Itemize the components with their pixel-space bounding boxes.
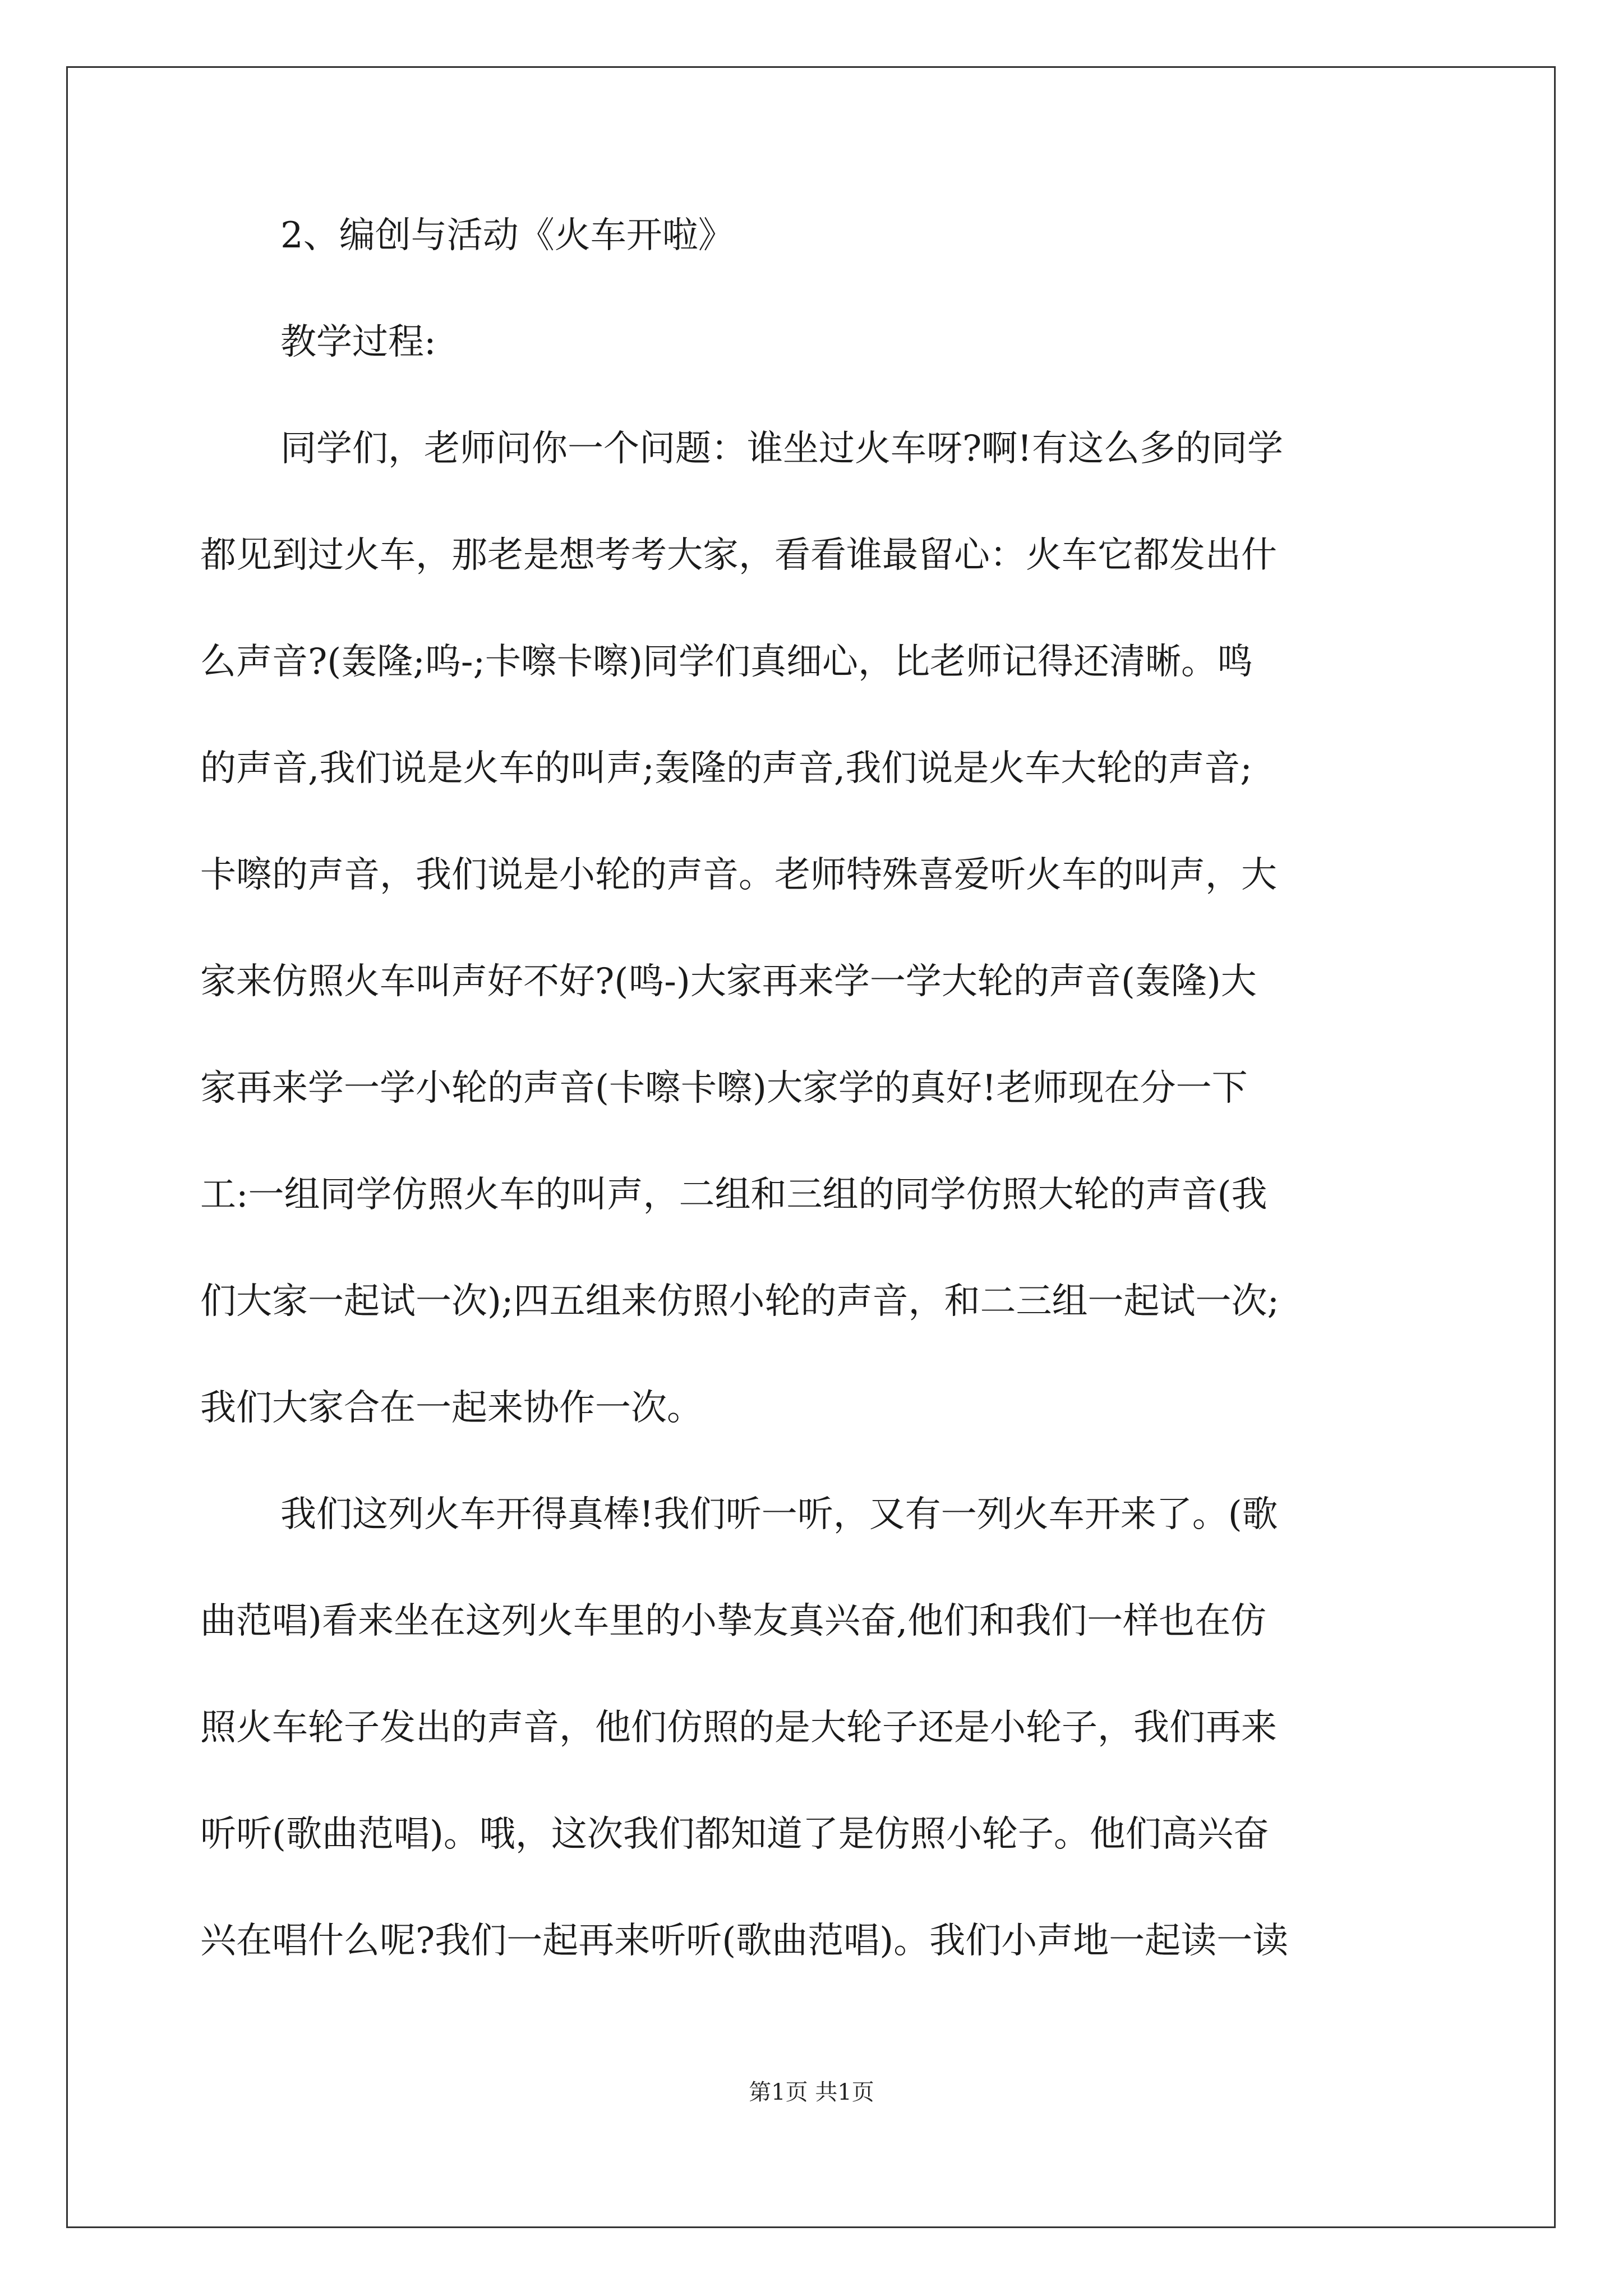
paragraph-line: 我们这列火车开得真棒!我们听一听，又有一列火车开来了。(歌: [280, 1494, 1278, 1535]
paragraph-line: 兴在唱什么呢?我们一起再来听听(歌曲范唱)。我们小声地一起读一读: [200, 1920, 1289, 1962]
paragraph-line: 家再来学一学小轮的声音(卡嚓卡嚓)大家学的真好!老师现在分一下: [200, 1068, 1248, 1109]
paragraph-line: 卡嚓的声音，我们说是小轮的声音。老师特殊喜爱听火车的叫声，大: [200, 854, 1277, 896]
subheading-teaching-process: 教学过程:: [280, 321, 436, 363]
page-number-footer: 第1页 共1页: [749, 2079, 874, 2105]
paragraph-line: 家来仿照火车叫声好不好?(鸣-)大家再来学一学大轮的声音(轰隆)大: [200, 961, 1257, 1002]
paragraph-line: 曲范唱)看来坐在这列火车里的小挚友真兴奋,他们和我们一样也在仿: [200, 1600, 1267, 1642]
paragraph-line: 同学们，老师问你一个问题：谁坐过火车呀?啊!有这么多的同学: [280, 428, 1284, 470]
paragraph-line: 照火车轮子发出的声音，他们仿照的是大轮子还是小轮子，我们再来: [200, 1707, 1277, 1749]
paragraph-line: 我们大家合在一起来协作一次。: [200, 1387, 703, 1429]
paragraph-line: 都见到过火车，那老是想考考大家，看看谁最留心：火车它都发出什: [200, 535, 1277, 576]
paragraph-line: 的声音,我们说是火车的叫声;轰隆的声音,我们说是火车大轮的声音;: [200, 748, 1252, 789]
paragraph-line: 么声音?(轰隆;呜-;卡嚓卡嚓)同学们真细心，比老师记得还清晰。鸣: [200, 641, 1253, 683]
paragraph-line: 们大家一起试一次);四五组来仿照小轮的声音，和二三组一起试一次;: [200, 1281, 1280, 1322]
section-heading: 2、编创与活动《火车开啦》: [280, 215, 734, 256]
paragraph-line: 工:一组同学仿照火车的叫声，二组和三组的同学仿照大轮的声音(我: [200, 1174, 1267, 1216]
paragraph-line: 听听(歌曲范唱)。哦，这次我们都知道了是仿照小轮子。他们高兴奋: [200, 1814, 1269, 1855]
page-border: [66, 66, 1556, 2228]
